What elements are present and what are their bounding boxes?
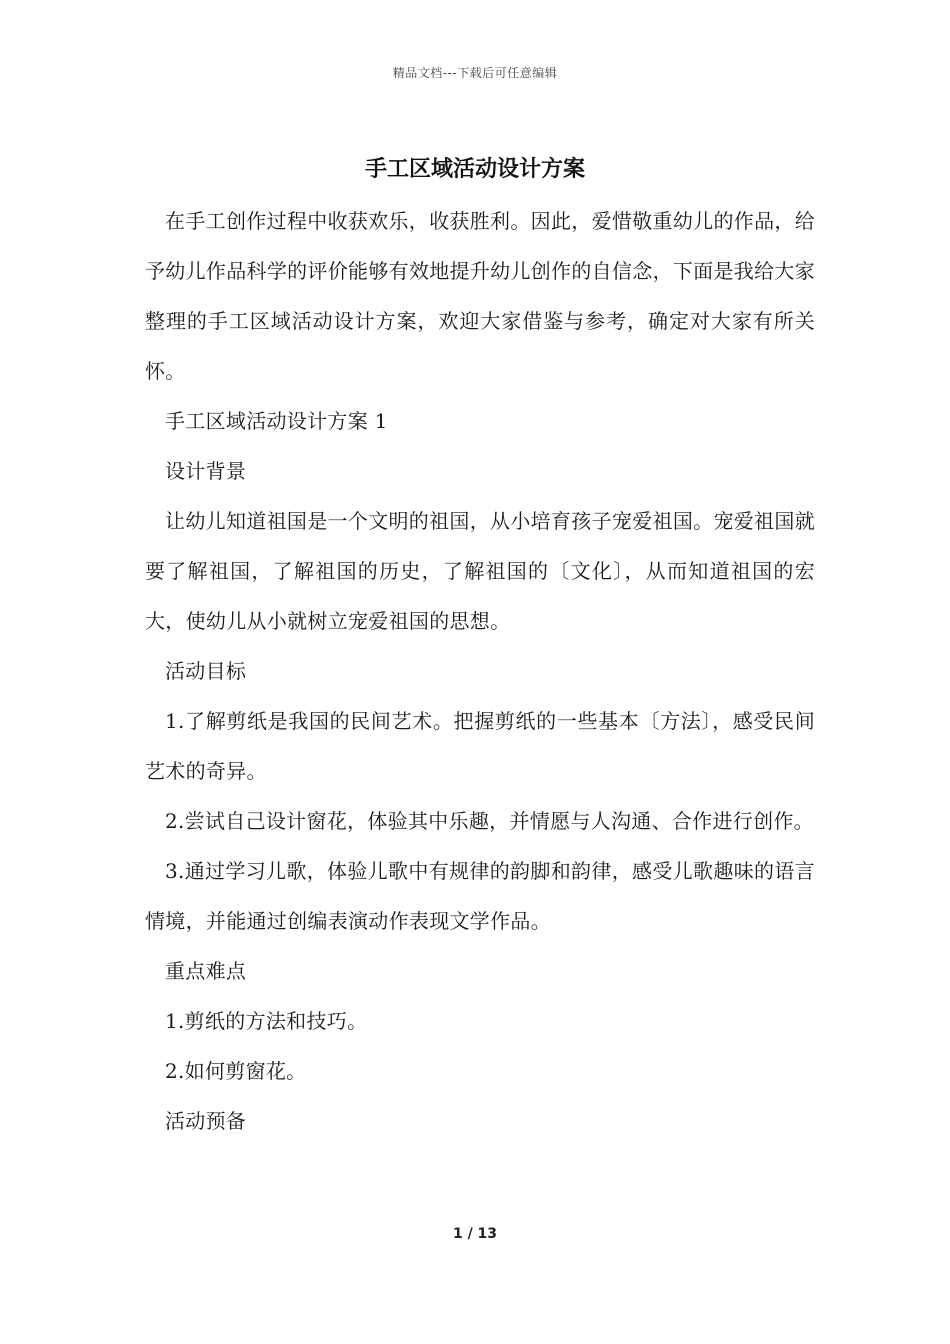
subsection-heading: 设计背景 <box>165 459 247 483</box>
list-item: 1.剪纸的方法和技巧。 <box>165 1009 368 1033</box>
header-note: 精品文档---下载后可任意编辑 <box>392 66 558 80</box>
document-body <box>145 196 815 1146</box>
section-heading: 手工区域活动设计方案 1 <box>165 409 388 433</box>
subsection-heading: 活动预备 <box>165 1109 247 1133</box>
intro-paragraph: 在手工创作过程中收获欢乐，收获胜利。因此，爱惜敬重幼儿的作品，给予幼儿作品科学的评价能够有效地提升幼儿创作的自信念，下面是我给大家整理的手工区域活动设计方案，欢迎大家借鉴与参考，确定对大家有所关怀。 <box>145 209 815 383</box>
paragraph: 让幼儿知道祖国是一个文明的祖国，从小培育孩子宠爱祖国。宠爱祖国就要了解祖国，了解祖国的历史，了解祖国的〔文化〕，从而知道祖国的宏大，使幼儿从小就树立宠爱祖国的思想。 <box>145 509 815 633</box>
list-item: 2.如何剪窗花。 <box>165 1059 307 1083</box>
list-item: 3.通过学习儿歌，体验儿歌中有规律的韵脚和韵律，感受儿歌趣味的语言情境，并能通过创编表演动作表现文学作品。 <box>145 859 815 933</box>
subsection-heading: 活动目标 <box>165 659 247 683</box>
list-item: 1.了解剪纸是我国的民间艺术。把握剪纸的一些基本〔方法〕，感受民间艺术的奇异。 <box>145 709 815 783</box>
document-title: 手工区域活动设计方案 <box>364 156 585 182</box>
subsection-heading: 重点难点 <box>165 959 247 983</box>
page-number: 1 / 13 <box>452 1226 498 1242</box>
list-item: 2.尝试自己设计窗花，体验其中乐趣，并情愿与人沟通、合作进行创作。 <box>165 809 814 833</box>
